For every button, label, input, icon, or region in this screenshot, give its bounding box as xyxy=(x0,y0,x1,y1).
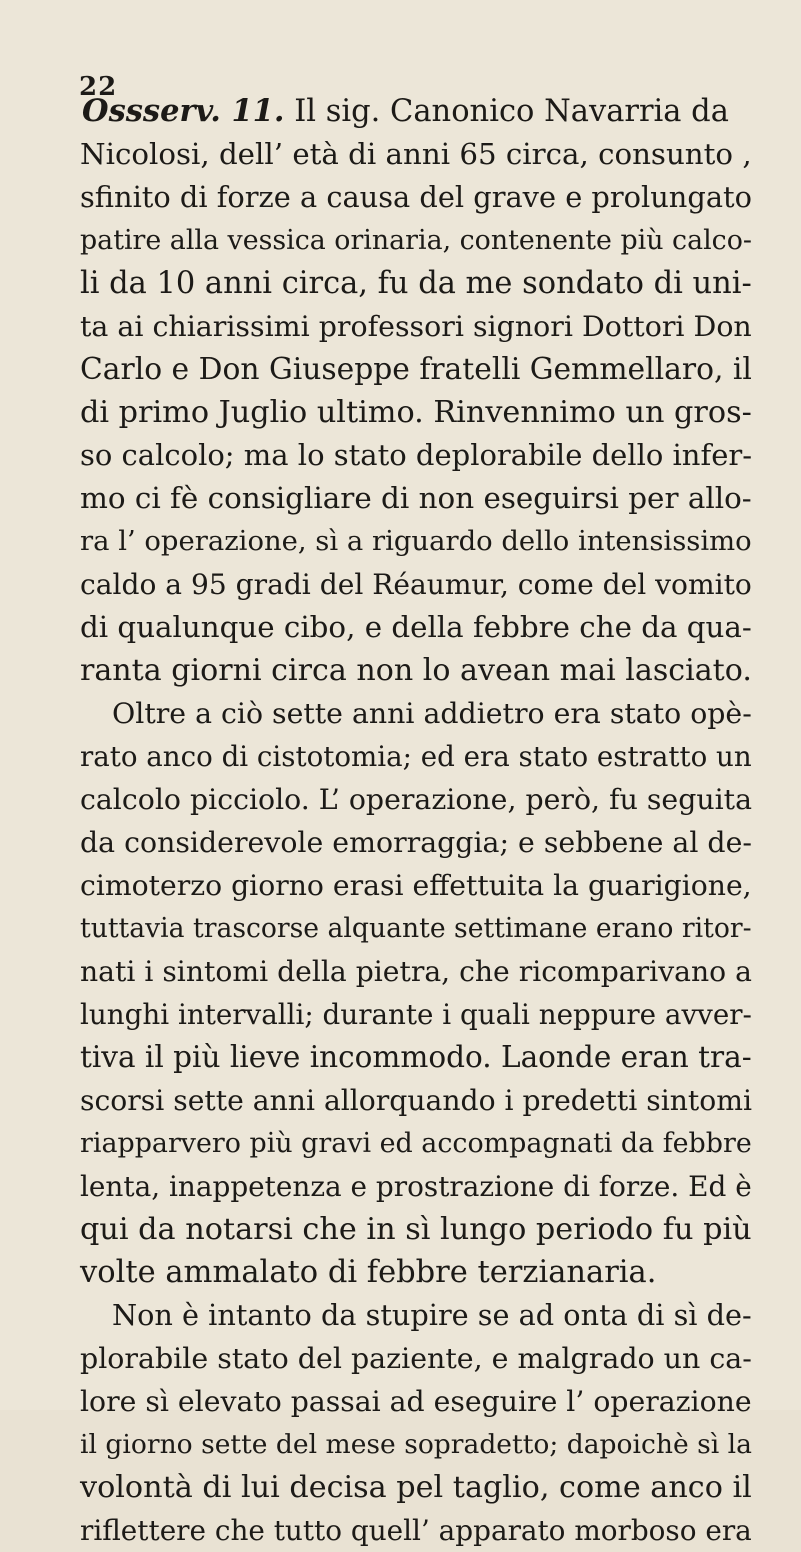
page-number: 22 xyxy=(79,72,118,102)
text-line: ta ai chiarissimi professori signori Dottori Don xyxy=(80,310,752,343)
text-line: di primo Juglio ultimo. Rinvennimo un gros- xyxy=(80,395,752,430)
text-line: sfinito di forze a causa del grave e prolungato xyxy=(80,180,752,214)
text-line-rest: Il sig. Canonico Navarria da xyxy=(284,94,729,129)
body-text xyxy=(80,90,753,1552)
text-line: scorsi sette anni allorquando i predetti sintomi xyxy=(80,1084,753,1117)
text-line: lunghi intervalli; durante i quali neppure avver- xyxy=(80,998,752,1031)
text-line: caldo a 95 gradi del Réaumur, come del vomito xyxy=(80,568,752,601)
text-line: volte ammalato di febbre terzianaria. xyxy=(80,1255,657,1290)
text-line: plorabile stato del paziente, e malgrado un ca- xyxy=(80,1342,752,1375)
text-line: rato anco di cistotomia; ed era stato estratto un xyxy=(80,740,752,773)
text-line: li da 10 anni circa, fu da me sondato di uni- xyxy=(80,266,752,301)
text-line: volontà di lui decisa pel taglio, come anco il xyxy=(80,1470,752,1505)
text-line: so calcolo; ma lo stato deplorabile dello infer- xyxy=(80,438,753,472)
text-line: Oltre a ciò sette anni addietro era stato opè- xyxy=(112,697,752,730)
text-line: patire alla vessica orinaria, contenente più calco- xyxy=(80,225,752,256)
text-line: riflettere che tutto quell’ apparato morboso era xyxy=(80,1514,752,1547)
text-line: lenta, inappetenza e prostrazione di forze. Ed è xyxy=(80,1170,752,1203)
text-line: ra l’ operazione, sì a riguardo dello intensissimo xyxy=(80,526,752,557)
text-line: riapparvero più gravi ed accompagnati da febbre xyxy=(80,1128,752,1159)
text-line: calcolo picciolo. L’ operazione, però, fu seguita xyxy=(80,783,752,816)
text-line: Nicolosi, dell’ età di anni 65 circa, consunto , xyxy=(80,137,752,171)
text-line: cimoterzo giorno erasi effettuita la guarigione, xyxy=(80,869,752,902)
text-line: tiva il più lieve incommodo. Laonde eran tra- xyxy=(80,1040,752,1074)
text-line: Carlo e Don Giuseppe fratelli Gemmellaro, il xyxy=(80,352,752,387)
text-line: Non è intanto da stupire se ad onta di sì de- xyxy=(112,1298,752,1332)
text-line: di qualunque cibo, e della febbre che da qua- xyxy=(80,610,752,644)
text-line: da considerevole emorraggia; e sebbene al de- xyxy=(80,826,752,859)
text-line xyxy=(80,90,750,133)
text-line: ranta giorni circa non lo avean mai lasciato. xyxy=(80,653,752,688)
text-line: tuttavia trascorse alquante settimane erano ritor- xyxy=(80,913,752,944)
text-line: mo ci fè consigliare di non eseguirsi per allo- xyxy=(80,481,752,515)
observation-heading: Ossserv. 11. xyxy=(82,93,285,129)
text-line: qui da notarsi che in sì lungo periodo fu più xyxy=(80,1212,752,1247)
text-line: nati i sintomi della pietra, che ricomparivano a xyxy=(80,955,752,988)
text-line: il giorno sette del mese sopradetto; dapoichè sì la xyxy=(80,1429,752,1460)
text-line: lore sì elevato passai ad eseguire l’ operazione xyxy=(80,1385,752,1418)
